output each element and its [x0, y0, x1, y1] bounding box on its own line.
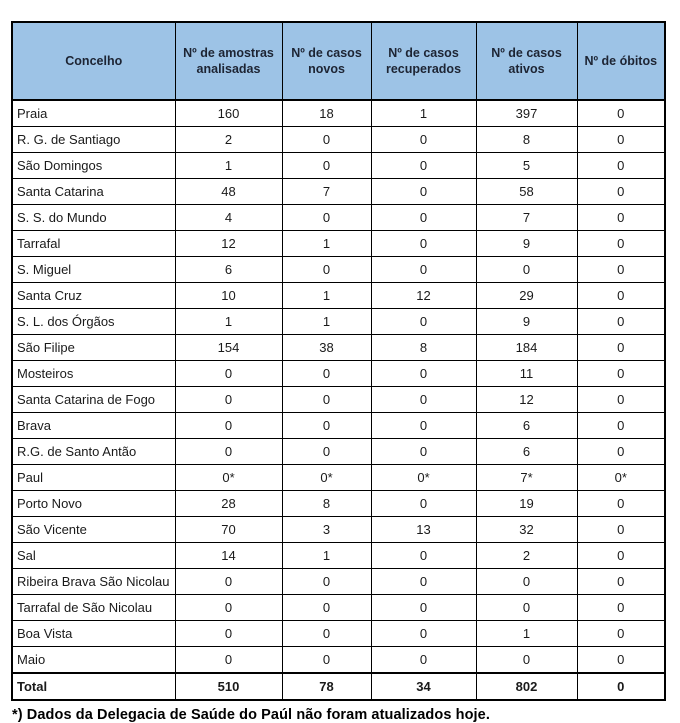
- footnote: *) Dados da Delegacia de Saúde do Paúl não foram atualizados hoje.: [12, 707, 490, 723]
- cell-ativos: 8: [476, 127, 577, 153]
- cell-recuperados: 13: [371, 517, 476, 543]
- cell-amostras: 1: [175, 309, 282, 335]
- cell-novos: 0: [282, 621, 371, 647]
- cell-concelho: Boa Vista: [12, 621, 175, 647]
- cell-obitos: 0: [577, 595, 665, 621]
- cell-recuperados: 8: [371, 335, 476, 361]
- header-cell-novos: Nº de casos novos: [282, 22, 371, 100]
- cell-novos: 1: [282, 309, 371, 335]
- cell-recuperados: 0: [371, 127, 476, 153]
- cell-ativos: 9: [476, 309, 577, 335]
- cell-amostras: 0: [175, 569, 282, 595]
- cell-ativos: 6: [476, 413, 577, 439]
- cell-obitos: 0: [577, 673, 665, 700]
- cell-recuperados: 0: [371, 595, 476, 621]
- cell-amostras: 70: [175, 517, 282, 543]
- cell-ativos: 6: [476, 439, 577, 465]
- cell-ativos: 0: [476, 569, 577, 595]
- cell-ativos: 29: [476, 283, 577, 309]
- cell-concelho: Praia: [12, 100, 175, 127]
- cell-recuperados: 0: [371, 491, 476, 517]
- cell-obitos: 0: [577, 621, 665, 647]
- cell-amostras: 6: [175, 257, 282, 283]
- cell-obitos: 0*: [577, 465, 665, 491]
- cell-concelho: Santa Cruz: [12, 283, 175, 309]
- cell-ativos: 12: [476, 387, 577, 413]
- cell-recuperados: 0: [371, 309, 476, 335]
- cell-obitos: 0: [577, 231, 665, 257]
- cell-obitos: 0: [577, 413, 665, 439]
- cell-novos: 1: [282, 283, 371, 309]
- cell-obitos: 0: [577, 127, 665, 153]
- cell-recuperados: 0: [371, 543, 476, 569]
- cell-obitos: 0: [577, 647, 665, 674]
- cell-novos: 0: [282, 595, 371, 621]
- cell-obitos: 0: [577, 361, 665, 387]
- cell-novos: 1: [282, 231, 371, 257]
- cell-obitos: 0: [577, 257, 665, 283]
- table-row: [12, 283, 665, 309]
- cell-amostras: 4: [175, 205, 282, 231]
- cell-concelho: S. Miguel: [12, 257, 175, 283]
- cell-amostras: 28: [175, 491, 282, 517]
- cell-ativos: 184: [476, 335, 577, 361]
- cell-ativos: 9: [476, 231, 577, 257]
- table-row: [12, 621, 665, 647]
- cell-obitos: 0: [577, 543, 665, 569]
- cell-concelho: Maio: [12, 647, 175, 674]
- cell-obitos: 0: [577, 153, 665, 179]
- cell-recuperados: 1: [371, 100, 476, 127]
- table-header: [12, 22, 665, 100]
- table-row: [12, 491, 665, 517]
- cell-novos: 0: [282, 361, 371, 387]
- cell-novos: 1: [282, 543, 371, 569]
- cell-novos: 3: [282, 517, 371, 543]
- table-row: [12, 543, 665, 569]
- cell-ativos: 19: [476, 491, 577, 517]
- cell-amostras: 0: [175, 647, 282, 674]
- cell-amostras: 160: [175, 100, 282, 127]
- cell-ativos: 32: [476, 517, 577, 543]
- cell-amostras: 1: [175, 153, 282, 179]
- table-row: [12, 100, 665, 127]
- cell-novos: 8: [282, 491, 371, 517]
- table-row: [12, 413, 665, 439]
- cell-recuperados: 0: [371, 413, 476, 439]
- cell-recuperados: 0*: [371, 465, 476, 491]
- cell-ativos: 0: [476, 647, 577, 674]
- cell-obitos: 0: [577, 387, 665, 413]
- table-row: [12, 647, 665, 674]
- cell-amostras: 0: [175, 387, 282, 413]
- cell-obitos: 0: [577, 205, 665, 231]
- cell-amostras: 0: [175, 361, 282, 387]
- cell-ativos: 1: [476, 621, 577, 647]
- table-row: [12, 335, 665, 361]
- table-row: [12, 231, 665, 257]
- cell-amostras: 10: [175, 283, 282, 309]
- cell-obitos: 0: [577, 517, 665, 543]
- header-cell-ativos: Nº de casos ativos: [476, 22, 577, 100]
- cell-amostras: 0: [175, 595, 282, 621]
- cell-novos: 0: [282, 127, 371, 153]
- cell-recuperados: 0: [371, 153, 476, 179]
- cell-ativos: 7: [476, 205, 577, 231]
- cell-recuperados: 12: [371, 283, 476, 309]
- table-row: [12, 361, 665, 387]
- cell-recuperados: 0: [371, 387, 476, 413]
- cell-amostras: 510: [175, 673, 282, 700]
- cell-recuperados: 0: [371, 231, 476, 257]
- cell-ativos: 11: [476, 361, 577, 387]
- cell-ativos: 802: [476, 673, 577, 700]
- cell-concelho: S. L. dos Órgãos: [12, 309, 175, 335]
- total-row: [12, 673, 665, 700]
- cell-concelho: R.G. de Santo Antão: [12, 439, 175, 465]
- cell-novos: 0: [282, 205, 371, 231]
- cell-amostras: 0: [175, 621, 282, 647]
- table-row: [12, 387, 665, 413]
- cell-concelho: Santa Catarina de Fogo: [12, 387, 175, 413]
- table-row: [12, 569, 665, 595]
- cell-amostras: 0: [175, 413, 282, 439]
- cell-concelho: Brava: [12, 413, 175, 439]
- cell-ativos: 58: [476, 179, 577, 205]
- cell-obitos: 0: [577, 179, 665, 205]
- header-cell-recuperados: Nº de casos recuperados: [371, 22, 476, 100]
- cell-concelho: S. S. do Mundo: [12, 205, 175, 231]
- cell-novos: 0*: [282, 465, 371, 491]
- cell-recuperados: 0: [371, 257, 476, 283]
- cell-recuperados: 34: [371, 673, 476, 700]
- cell-concelho: Porto Novo: [12, 491, 175, 517]
- cell-novos: 38: [282, 335, 371, 361]
- cell-recuperados: 0: [371, 205, 476, 231]
- cell-novos: 78: [282, 673, 371, 700]
- table-row: [12, 595, 665, 621]
- cell-novos: 0: [282, 569, 371, 595]
- cell-concelho: Paul: [12, 465, 175, 491]
- header-row: [12, 22, 665, 100]
- cell-amostras: 0*: [175, 465, 282, 491]
- cell-amostras: 48: [175, 179, 282, 205]
- cell-recuperados: 0: [371, 569, 476, 595]
- cell-recuperados: 0: [371, 621, 476, 647]
- cell-novos: 0: [282, 413, 371, 439]
- cell-concelho: São Vicente: [12, 517, 175, 543]
- cell-obitos: 0: [577, 335, 665, 361]
- cell-concelho: Tarrafal: [12, 231, 175, 257]
- cell-concelho: Tarrafal de São Nicolau: [12, 595, 175, 621]
- cell-novos: 0: [282, 439, 371, 465]
- cell-amostras: 0: [175, 439, 282, 465]
- cell-novos: 0: [282, 647, 371, 674]
- table-row: [12, 465, 665, 491]
- table-row: [12, 153, 665, 179]
- cell-ativos: 7*: [476, 465, 577, 491]
- cell-amostras: 2: [175, 127, 282, 153]
- cell-recuperados: 0: [371, 647, 476, 674]
- table-row: [12, 127, 665, 153]
- cell-concelho: Total: [12, 673, 175, 700]
- cell-obitos: 0: [577, 309, 665, 335]
- cell-novos: 0: [282, 153, 371, 179]
- cell-concelho: São Domingos: [12, 153, 175, 179]
- table-row: [12, 179, 665, 205]
- cell-amostras: 12: [175, 231, 282, 257]
- cell-recuperados: 0: [371, 179, 476, 205]
- table-row: [12, 517, 665, 543]
- table-row: [12, 205, 665, 231]
- cell-concelho: R. G. de Santiago: [12, 127, 175, 153]
- cell-ativos: 0: [476, 257, 577, 283]
- header-cell-obitos: Nº de óbitos: [577, 22, 665, 100]
- cell-concelho: Ribeira Brava São Nicolau: [12, 569, 175, 595]
- cell-ativos: 397: [476, 100, 577, 127]
- cell-recuperados: 0: [371, 361, 476, 387]
- cell-concelho: Mosteiros: [12, 361, 175, 387]
- table-row: [12, 439, 665, 465]
- cell-obitos: 0: [577, 491, 665, 517]
- table-body: [12, 100, 665, 700]
- cell-obitos: 0: [577, 100, 665, 127]
- cell-novos: 7: [282, 179, 371, 205]
- cell-obitos: 0: [577, 439, 665, 465]
- cell-concelho: Santa Catarina: [12, 179, 175, 205]
- cell-ativos: 5: [476, 153, 577, 179]
- cell-amostras: 14: [175, 543, 282, 569]
- table-row: [12, 309, 665, 335]
- cell-amostras: 154: [175, 335, 282, 361]
- header-cell-concelho: Concelho: [12, 22, 175, 100]
- cell-concelho: Sal: [12, 543, 175, 569]
- cell-novos: 18: [282, 100, 371, 127]
- table-row: [12, 257, 665, 283]
- cell-ativos: 0: [476, 595, 577, 621]
- cell-obitos: 0: [577, 569, 665, 595]
- cell-concelho: São Filipe: [12, 335, 175, 361]
- cell-recuperados: 0: [371, 439, 476, 465]
- cell-obitos: 0: [577, 283, 665, 309]
- covid-cases-table: [11, 21, 666, 701]
- header-cell-amostras: Nº de amostras analisadas: [175, 22, 282, 100]
- cell-novos: 0: [282, 257, 371, 283]
- cell-novos: 0: [282, 387, 371, 413]
- cell-ativos: 2: [476, 543, 577, 569]
